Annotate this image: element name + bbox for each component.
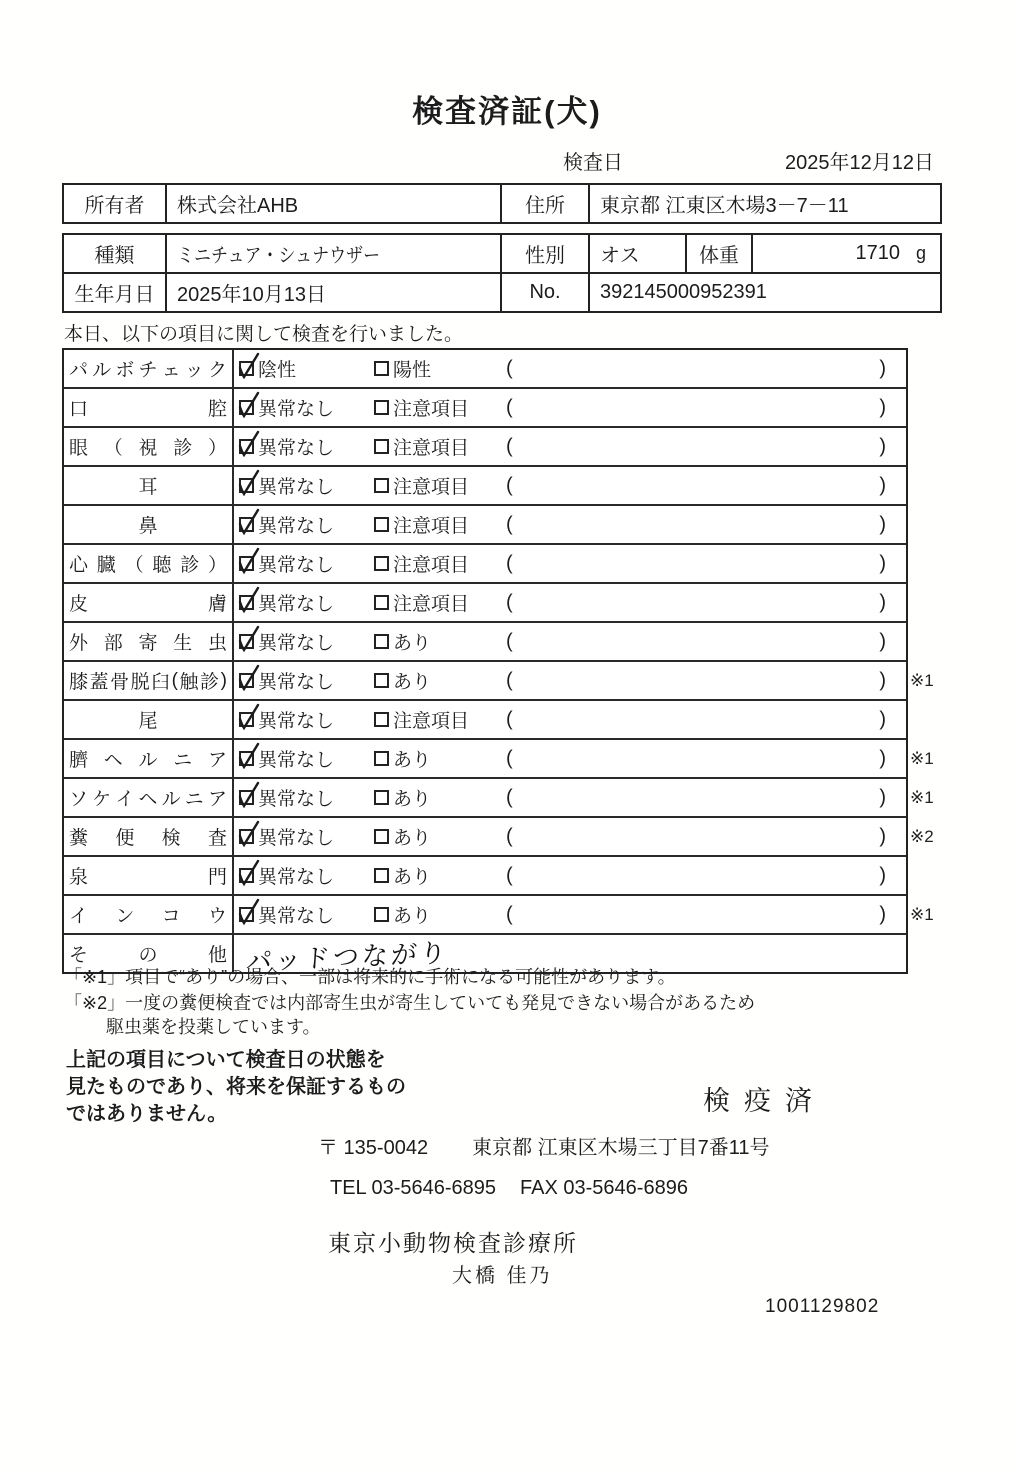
option-1-label: 異常なし <box>258 867 335 888</box>
open-paren: ( <box>506 630 513 652</box>
checkbox-checked <box>239 751 254 766</box>
open-paren: ( <box>506 591 513 613</box>
option-2-label: 注意項目 <box>393 477 470 498</box>
option-1-label: 異常なし <box>258 828 335 849</box>
option-2-label: 陽性 <box>393 360 432 381</box>
checkbox-unchecked <box>374 517 389 532</box>
checkbox-unchecked <box>374 907 389 922</box>
checkbox-icon <box>239 829 254 844</box>
close-paren: ) <box>879 669 886 691</box>
close-paren: ) <box>879 747 886 769</box>
disclaimer-line: 上記の項目について検査日の状態を <box>66 1049 386 1071</box>
option-1-label: 異常なし <box>258 750 335 771</box>
open-paren: ( <box>506 513 513 535</box>
checkbox-icon <box>374 439 389 454</box>
option-2-label: あり <box>393 789 432 810</box>
inspection-row <box>64 426 906 465</box>
handwritten-note: パッドつながり <box>245 937 450 977</box>
open-paren: ( <box>506 708 513 730</box>
spacer <box>496 1177 520 1200</box>
option-1 <box>239 818 334 855</box>
row-options <box>234 701 906 738</box>
row-label: 膝 蓋 骨 脱 臼 ( 触 診 ) <box>64 662 234 699</box>
checkbox-checked <box>239 556 254 571</box>
checkbox-icon <box>239 712 254 727</box>
option-1 <box>239 623 334 660</box>
inspection-row <box>64 894 934 933</box>
checkbox-icon <box>374 712 389 727</box>
row-options <box>234 896 906 933</box>
checkbox-icon <box>374 673 389 688</box>
open-paren: ( <box>506 864 513 886</box>
open-paren: ( <box>506 669 513 691</box>
checkbox-unchecked <box>374 634 389 649</box>
row-options <box>234 389 906 426</box>
option-1 <box>239 545 334 582</box>
inspection-row <box>64 738 934 777</box>
checkbox-icon <box>374 478 389 493</box>
checkbox-checked <box>239 790 254 805</box>
option-1 <box>239 506 334 543</box>
option-2-label: 注意項目 <box>393 711 470 732</box>
open-paren: ( <box>506 435 513 457</box>
document-code: 1001129802 <box>765 1296 880 1317</box>
option-1-label: 異常なし <box>258 633 335 654</box>
checkbox-icon <box>239 751 254 766</box>
species-value <box>165 235 500 272</box>
option-2 <box>374 623 431 660</box>
checkbox-unchecked <box>374 673 389 688</box>
row-options <box>234 545 906 582</box>
checkbox-icon <box>239 361 254 376</box>
option-1 <box>239 701 334 738</box>
option-2-label: あり <box>393 828 432 849</box>
checkbox-icon <box>239 790 254 805</box>
checkbox-checked <box>239 634 254 649</box>
option-2 <box>374 896 431 933</box>
inspection-row <box>64 621 906 660</box>
close-paren: ) <box>879 591 886 613</box>
checkbox-icon <box>239 517 254 532</box>
open-paren: ( <box>506 825 513 847</box>
option-2-label: 注意項目 <box>393 438 470 459</box>
open-paren: ( <box>506 396 513 418</box>
clinic-address: 東京都 江東区木場三丁目7番11号 <box>472 1137 770 1159</box>
option-1-label: 異常なし <box>258 594 335 615</box>
inspection-row <box>64 660 934 699</box>
checkbox-icon <box>374 556 389 571</box>
birth-row <box>64 272 940 311</box>
sex-label: 性別 <box>500 235 588 272</box>
close-paren: ) <box>879 552 886 574</box>
quarantine-stamp: 検疫済 <box>703 1086 826 1116</box>
option-1 <box>239 857 334 894</box>
checkbox-unchecked <box>374 829 389 844</box>
weight-number: 1710 <box>855 242 900 264</box>
postal-code: 〒 135-0042 <box>318 1137 429 1159</box>
checkbox-icon <box>374 868 389 883</box>
checkbox-checked <box>239 361 254 376</box>
close-paren: ) <box>879 435 886 457</box>
inspection-row <box>64 855 906 894</box>
row-label: 口 腔 <box>64 389 234 426</box>
option-1-label: 異常なし <box>258 477 335 498</box>
checkbox-checked <box>239 400 254 415</box>
checkbox-unchecked <box>374 439 389 454</box>
checkbox-icon <box>374 595 389 610</box>
option-1-label: 異常なし <box>258 555 335 576</box>
checkbox-icon <box>374 751 389 766</box>
option-2-label: あり <box>393 867 432 888</box>
disclaimer-line: 見たものであり、将来を保証するもの <box>66 1076 406 1098</box>
row-note: ※1 <box>910 787 934 807</box>
row-label: 耳 <box>64 467 234 504</box>
sex-value: オス <box>588 235 685 272</box>
inspection-row <box>64 543 906 582</box>
option-1-label: 異常なし <box>258 711 335 732</box>
option-2-label: 注意項目 <box>393 399 470 420</box>
option-1 <box>239 740 334 777</box>
option-1 <box>239 428 334 465</box>
row-options <box>234 467 906 504</box>
option-2 <box>374 701 469 738</box>
checkbox-checked <box>239 517 254 532</box>
option-2-label: あり <box>393 906 432 927</box>
checkbox-icon <box>374 361 389 376</box>
checkbox-icon <box>374 517 389 532</box>
checkbox-unchecked <box>374 751 389 766</box>
option-2 <box>374 779 431 816</box>
option-2 <box>374 350 431 387</box>
option-1-label: 異常なし <box>258 672 335 693</box>
species-row <box>64 235 940 272</box>
option-2 <box>374 740 431 777</box>
checkbox-checked <box>239 907 254 922</box>
checkbox-icon <box>239 673 254 688</box>
no-label: No. <box>500 274 588 311</box>
row-options <box>234 350 906 387</box>
owner-table <box>62 183 942 224</box>
option-1-label: 異常なし <box>258 516 335 537</box>
option-1 <box>239 467 334 504</box>
row-label: 鼻 <box>64 506 234 543</box>
option-2 <box>374 662 431 699</box>
option-2 <box>374 389 469 426</box>
checkbox-icon <box>239 868 254 883</box>
option-2-label: あり <box>393 633 432 654</box>
open-paren: ( <box>506 552 513 574</box>
intro-text: 本日、以下の項目に関して検査を行いました。 <box>64 324 464 345</box>
option-2 <box>374 467 469 504</box>
address-label: 住所 <box>500 185 588 222</box>
inspection-row <box>64 465 906 504</box>
owner-label: 所有者 <box>84 195 145 217</box>
row-label: そ の 他 <box>64 935 234 972</box>
inspection-row <box>64 699 906 738</box>
row-label: イ ン コ ウ <box>64 896 234 933</box>
owner-value: 株式会社AHB <box>165 185 500 222</box>
no-value: 392145000952391 <box>588 274 940 311</box>
inspection-row <box>64 582 906 621</box>
veterinarian-name: 大橋 佳乃 <box>452 1265 553 1287</box>
checkbox-icon <box>239 634 254 649</box>
close-paren: ) <box>879 786 886 808</box>
option-2 <box>374 428 469 465</box>
row-label: ソ ケ イ ヘ ル ニ ア <box>64 779 234 816</box>
row-note: ※1 <box>910 748 934 768</box>
checkbox-unchecked <box>374 868 389 883</box>
row-label: 皮 膚 <box>64 584 234 621</box>
open-paren: ( <box>506 786 513 808</box>
exam-date-label: 検査日 <box>563 152 623 174</box>
checkbox-checked <box>239 712 254 727</box>
checkbox-unchecked <box>374 400 389 415</box>
option-2 <box>374 818 431 855</box>
option-1 <box>239 389 334 426</box>
checkbox-unchecked <box>374 361 389 376</box>
address-value: 東京都 江東区木場3－7－11 <box>588 185 940 222</box>
checkbox-icon <box>374 634 389 649</box>
inspection-row <box>64 777 934 816</box>
spacer <box>428 1131 472 1160</box>
option-1 <box>239 350 296 387</box>
row-label: パ ル ボ チ ェ ッ ク <box>64 350 234 387</box>
checkbox-icon <box>239 907 254 922</box>
option-2 <box>374 857 431 894</box>
row-label: 尾 <box>64 701 234 738</box>
option-2 <box>374 506 469 543</box>
checkbox-icon <box>374 907 389 922</box>
checkbox-unchecked <box>374 595 389 610</box>
row-options <box>234 584 906 621</box>
option-1-label: 異常なし <box>258 906 335 927</box>
close-paren: ) <box>879 474 886 496</box>
clinic-name: 東京小動物検査診療所 <box>328 1230 578 1256</box>
page-title: 検査済証(犬) <box>412 94 602 129</box>
close-paren: ) <box>879 825 886 847</box>
row-options <box>234 740 906 777</box>
option-2-label: あり <box>393 672 432 693</box>
checkbox-icon <box>374 829 389 844</box>
inspection-row <box>64 350 906 387</box>
option-2-label: あり <box>393 750 432 771</box>
weight-value <box>751 235 940 272</box>
row-note: ※2 <box>910 826 934 846</box>
option-2-label: 注意項目 <box>393 555 470 576</box>
checkbox-icon <box>374 790 389 805</box>
checkbox-checked <box>239 829 254 844</box>
option-1 <box>239 779 334 816</box>
disclaimer-line: ではありません。 <box>66 1103 228 1125</box>
option-2-label: 注意項目 <box>393 594 470 615</box>
option-2-label: 注意項目 <box>393 516 470 537</box>
option-1-label: 異常なし <box>258 789 335 810</box>
option-2 <box>374 584 469 621</box>
footnote-2-line2: 駆虫薬を投薬しています。 <box>106 1017 321 1037</box>
inspection-row <box>64 816 934 855</box>
checkbox-unchecked <box>374 478 389 493</box>
disclaimer-paragraph <box>66 1047 406 1128</box>
checkbox-icon <box>239 556 254 571</box>
birth-value: 2025年10月13日 <box>165 274 500 311</box>
checkbox-icon <box>239 400 254 415</box>
clinic-fax: FAX 03-5646-6896 <box>520 1177 688 1199</box>
close-paren: ) <box>879 513 886 535</box>
row-options <box>234 623 906 660</box>
checkbox-checked <box>239 439 254 454</box>
close-paren: ) <box>879 357 886 379</box>
option-1-label: 異常なし <box>258 438 335 459</box>
close-paren: ) <box>879 903 886 925</box>
species-text: ミニチュア・シュナウザー <box>177 245 381 267</box>
checkbox-checked <box>239 868 254 883</box>
row-label: 眼 （ 視 診 ） <box>64 428 234 465</box>
checkbox-icon <box>239 478 254 493</box>
animal-table <box>62 233 942 313</box>
exam-date-row <box>62 146 942 174</box>
row-options <box>234 428 906 465</box>
clinic-postal-line <box>318 1131 770 1160</box>
open-paren: ( <box>506 747 513 769</box>
open-paren: ( <box>506 903 513 925</box>
option-2 <box>374 545 469 582</box>
checkbox-checked <box>239 595 254 610</box>
clinic-tel-line <box>330 1177 688 1200</box>
checkbox-icon <box>374 400 389 415</box>
checkbox-unchecked <box>374 556 389 571</box>
birth-label: 生年月日 <box>74 284 155 306</box>
row-options <box>234 779 906 816</box>
row-options <box>234 818 906 855</box>
option-1 <box>239 896 334 933</box>
weight-unit: g <box>915 243 926 263</box>
inspection-row <box>64 504 906 543</box>
row-options <box>234 662 906 699</box>
inspection-row <box>64 387 906 426</box>
close-paren: ) <box>879 630 886 652</box>
row-label: 臍 ヘ ル ニ ア <box>64 740 234 777</box>
row-label: 泉 門 <box>64 857 234 894</box>
clinic-tel: TEL 03-5646-6895 <box>330 1177 497 1199</box>
close-paren: ) <box>879 396 886 418</box>
row-note: ※1 <box>910 670 934 690</box>
checkbox-unchecked <box>374 790 389 805</box>
checkbox-checked <box>239 478 254 493</box>
row-options <box>234 506 906 543</box>
close-paren: ) <box>879 708 886 730</box>
footnote-2-line1: 「※2」一度の糞便検査では内部寄生虫が寄生していても発見できない場合があるため <box>64 993 756 1013</box>
checkbox-icon <box>239 439 254 454</box>
row-note: ※1 <box>910 904 934 924</box>
close-paren: ) <box>879 864 886 886</box>
checkbox-unchecked <box>374 712 389 727</box>
option-1-label: 異常なし <box>258 399 335 420</box>
option-1-label: 陰性 <box>258 360 297 381</box>
exam-date-value: 2025年12月12日 <box>785 152 934 174</box>
row-label: 外 部 寄 生 虫 <box>64 623 234 660</box>
footnote-1: 「※1」項目で“あり”の場合、一部は将来的に手術になる可能性があります。 <box>64 967 676 987</box>
open-paren: ( <box>506 357 513 379</box>
checkbox-checked <box>239 673 254 688</box>
species-label: 種類 <box>94 245 135 267</box>
option-1 <box>239 662 334 699</box>
weight-label: 体重 <box>685 235 751 272</box>
row-label: 糞 便 検 査 <box>64 818 234 855</box>
checkbox-icon <box>239 595 254 610</box>
row-options <box>234 857 906 894</box>
open-paren: ( <box>506 474 513 496</box>
option-1 <box>239 584 334 621</box>
row-label: 心 臓 （ 聴 診 ） <box>64 545 234 582</box>
